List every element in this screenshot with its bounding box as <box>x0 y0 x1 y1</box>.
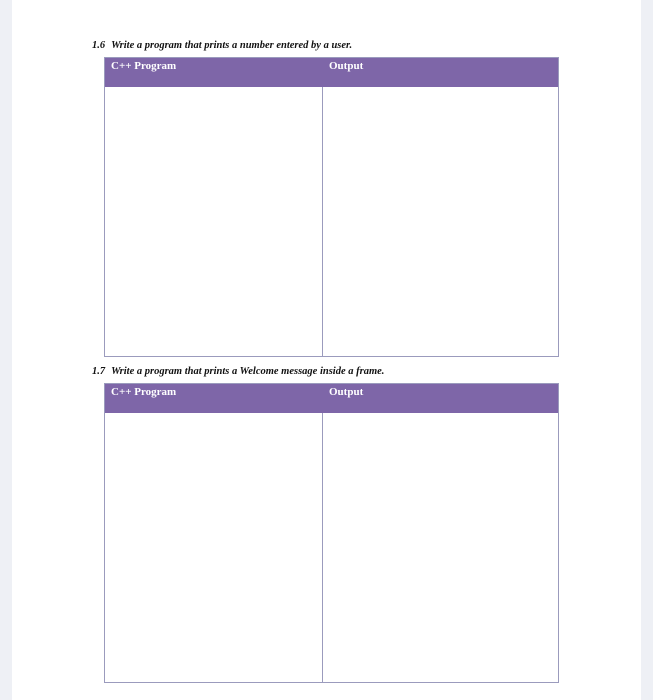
table-header-row <box>105 384 558 413</box>
exercise-title-1-7 <box>92 366 384 377</box>
program-cell[interactable] <box>105 413 323 682</box>
column-header-output: Output <box>329 60 364 72</box>
exercise-text: Write a program that prints a Welcome message inside a frame. <box>111 366 385 377</box>
column-header-program: C++ Program <box>111 60 177 72</box>
output-cell[interactable] <box>323 413 558 682</box>
table-body-row <box>105 413 558 682</box>
program-cell[interactable] <box>105 87 323 356</box>
answer-table-1-6 <box>104 57 559 357</box>
table-body-row <box>105 87 558 356</box>
exercise-number: 1.6 <box>92 40 106 51</box>
exercise-number: 1.7 <box>92 366 106 377</box>
answer-table-1-7 <box>104 383 559 683</box>
column-header-program: C++ Program <box>111 386 177 398</box>
exercise-text: Write a program that prints a number entered by a user. <box>111 40 353 51</box>
exercise-title-1-6 <box>92 40 352 51</box>
table-header-row <box>105 58 558 87</box>
output-cell[interactable] <box>323 87 558 356</box>
column-header-output: Output <box>329 386 364 398</box>
